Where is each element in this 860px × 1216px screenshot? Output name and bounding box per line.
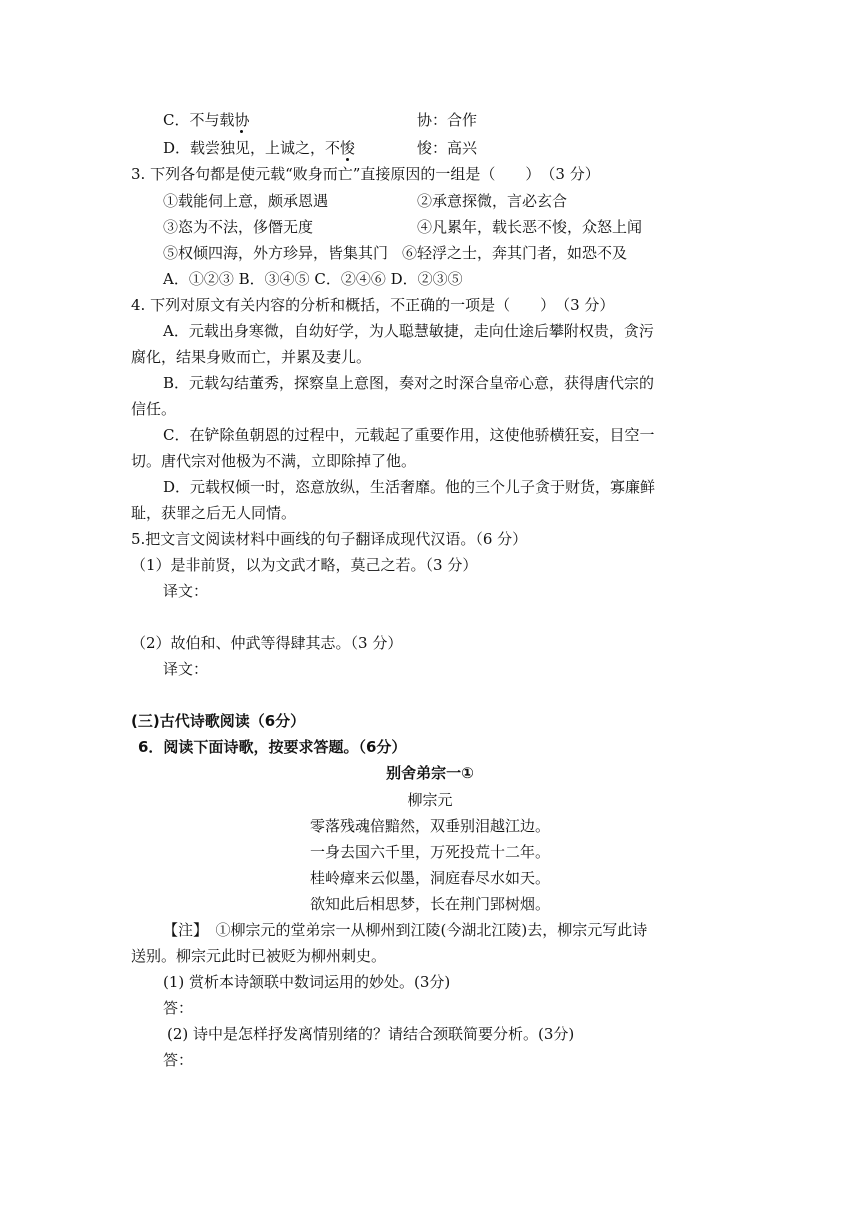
q3-item-6: ⑥轻浮之士，奔其门者，如恐不及 — [402, 244, 628, 262]
poem-line: 零落残魂倍黯然，双垂别泪越江边。 — [309, 817, 550, 835]
emphasis-dot-char: 悛 — [340, 139, 356, 157]
emphasis-dot-char: 协 — [234, 111, 250, 129]
q2-option-c: C．不与载协 — [163, 111, 250, 129]
section-heading: (三)古代诗歌阅读（6分） — [131, 712, 306, 730]
q2-option-d-gloss: 悛：高兴 — [417, 139, 478, 157]
q5-sentence-1: （1）是非前贤，以为文武才略，莫己之若。（3 分） — [131, 556, 478, 574]
q2-option-c-gloss: 协：合作 — [417, 111, 478, 129]
q6-sub-1: (1) 赏析本诗颔联中数词运用的妙处。(3分) — [163, 973, 451, 991]
q3-stem: 3. 下列各句都是使元载“败身而亡”直接原因的一组是（ ） （3 分） — [131, 165, 600, 183]
q4-option-c: C．在铲除鱼朝恩的过程中，元载起了重要作用，这使他骄横狂妄，目空一 — [163, 426, 655, 444]
q4-option-b: B．元载勾结董秀，探察皇上意图，奏对之时深合皇帝心意，获得唐代宗的 — [163, 374, 655, 392]
q5-stem: 5.把文言文阅读材料中画线的句子翻译成现代汉语。（6 分） — [131, 530, 528, 548]
q4-option-a-cont: 腐化，结果身败而亡，并累及妻儿。 — [131, 348, 372, 366]
q3-item-3: ③恣为不法，侈僭无度 — [163, 218, 314, 236]
q3-item-4: ④凡累年，载长恶不悛，众怒上闻 — [417, 218, 643, 236]
q4-option-a: A．元载出身寒微，自幼好学，为人聪慧敏捷，走向仕途后攀附权贵，贪污 — [163, 322, 654, 340]
poem-line: 桂岭瘴来云似墨，洞庭春尽水如天。 — [309, 869, 550, 887]
q3-item-2: ②承意探微，言必玄合 — [417, 192, 568, 210]
q3-choices: A．①②③ B．③④⑤ C．②④⑥ D．②③⑤ — [163, 270, 463, 288]
q4-option-b-cont: 信任。 — [131, 400, 177, 418]
q2-option-d: D．载尝独见，上诚之，不悛 — [163, 139, 356, 157]
q6-answer-1-label: 答： — [163, 999, 194, 1017]
q5-translation-2-label: 译文： — [163, 660, 209, 678]
q3-item-1: ①载能伺上意，颇承恩遇 — [163, 192, 329, 210]
q5-sentence-2: （2）故伯和、仲武等得肆其志。（3 分） — [131, 634, 403, 652]
q6-stem: 6．阅读下面诗歌，按要求答题。（6分） — [138, 738, 407, 756]
q4-option-c-cont: 切。唐代宗对他极为不满，立即除掉了他。 — [131, 452, 417, 470]
poem-title: 别舍弟宗一① — [386, 764, 474, 782]
q6-sub-2: (2) 诗中是怎样抒发离情别绪的？请结合颈联简要分析。(3分) — [167, 1025, 575, 1043]
poem-author: 柳宗元 — [407, 791, 453, 809]
q3-item-5: ⑤权倾四海，外方珍异，皆集其门 — [163, 244, 389, 262]
poem-note: 【注】 ①柳宗元的堂弟宗一从柳州到江陵(今湖北江陵)去，柳宗元写此诗 — [163, 921, 648, 939]
q4-option-d: D．元载权倾一时，恣意放纵，生活奢靡。他的三个儿子贪于财货，寡廉鲜 — [163, 478, 656, 496]
q4-option-d-cont: 耻，获罪之后无人同情。 — [131, 504, 297, 522]
poem-line: 一身去国六千里，万死投荒十二年。 — [309, 843, 550, 861]
q6-answer-2-label: 答： — [163, 1051, 194, 1069]
poem-line: 欲知此后相思梦，长在荆门郢树烟。 — [309, 895, 550, 913]
q4-stem: 4. 下列对原文有关内容的分析和概括，不正确的一项是（ ） （3 分） — [131, 296, 615, 314]
q5-translation-1-label: 译文： — [163, 582, 209, 600]
poem-note-cont: 送别。柳宗元此时已被贬为柳州刺史。 — [131, 947, 387, 965]
